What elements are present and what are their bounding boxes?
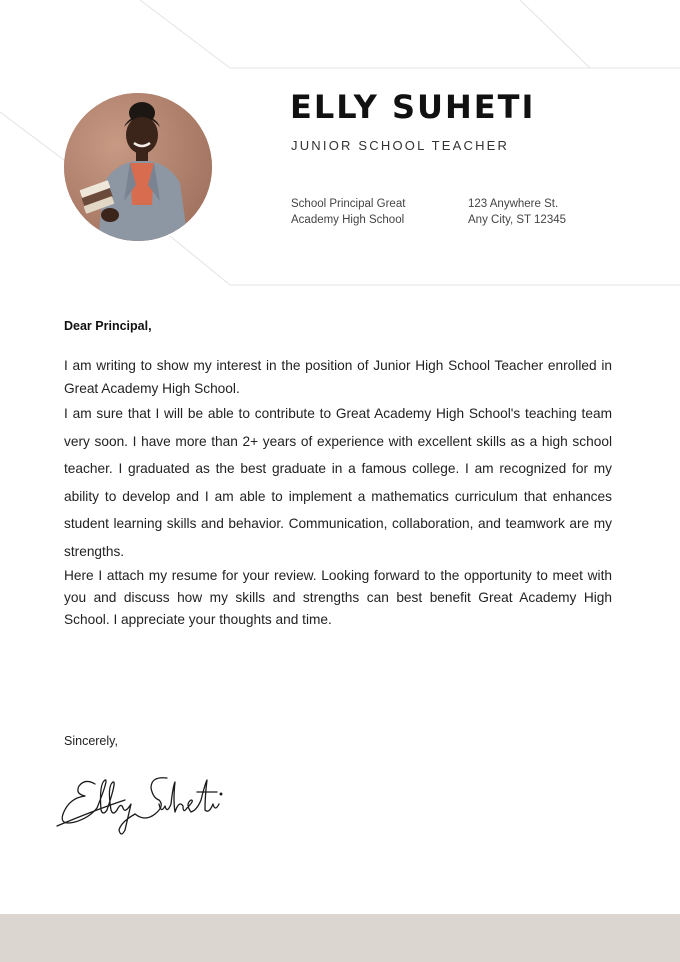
letter-paragraph: I am writing to show my interest in the position of Junior High School Teacher enrolled in Great Academy High School. xyxy=(64,358,612,396)
address-line: 123 Anywhere St. xyxy=(468,198,559,210)
salutation: Dear Principal, xyxy=(64,319,152,333)
letter-paragraph: I am sure that I will be able to contribute to Great Academy High School's teaching team very soon. I have more than 2+ years of experience with excellent skills as a high school teacher. I graduated as the best graduate in a famous college. I am recognized for my ability to develop and I am able to implement a mathematics curriculum that enhances student learning skills and behavior. Communication, collaboration, and teamwork are my strengths. xyxy=(64,406,612,559)
letter-paragraph: Here I attach my resume for your review. Looking forward to the opportunity to meet with you and discuss how my skills and strengths can best benefit Great Academy High School. I appreciate your thoughts and time. xyxy=(64,568,612,627)
applicant-name: ELLY SUHETI xyxy=(290,88,536,126)
address-block xyxy=(468,196,598,228)
footer-band xyxy=(0,914,680,962)
signature xyxy=(55,770,235,840)
recipient-line: School Principal Great xyxy=(291,198,406,210)
recipient-line: Academy High School xyxy=(291,214,405,226)
letter-body xyxy=(64,355,612,631)
address-line: Any City, ST 12345 xyxy=(468,214,567,226)
recipient-block xyxy=(291,196,441,228)
profile-photo xyxy=(64,93,212,241)
closing: Sincerely, xyxy=(64,734,118,748)
job-title: JUNIOR SCHOOL TEACHER xyxy=(291,138,510,153)
person-portrait xyxy=(64,93,212,241)
